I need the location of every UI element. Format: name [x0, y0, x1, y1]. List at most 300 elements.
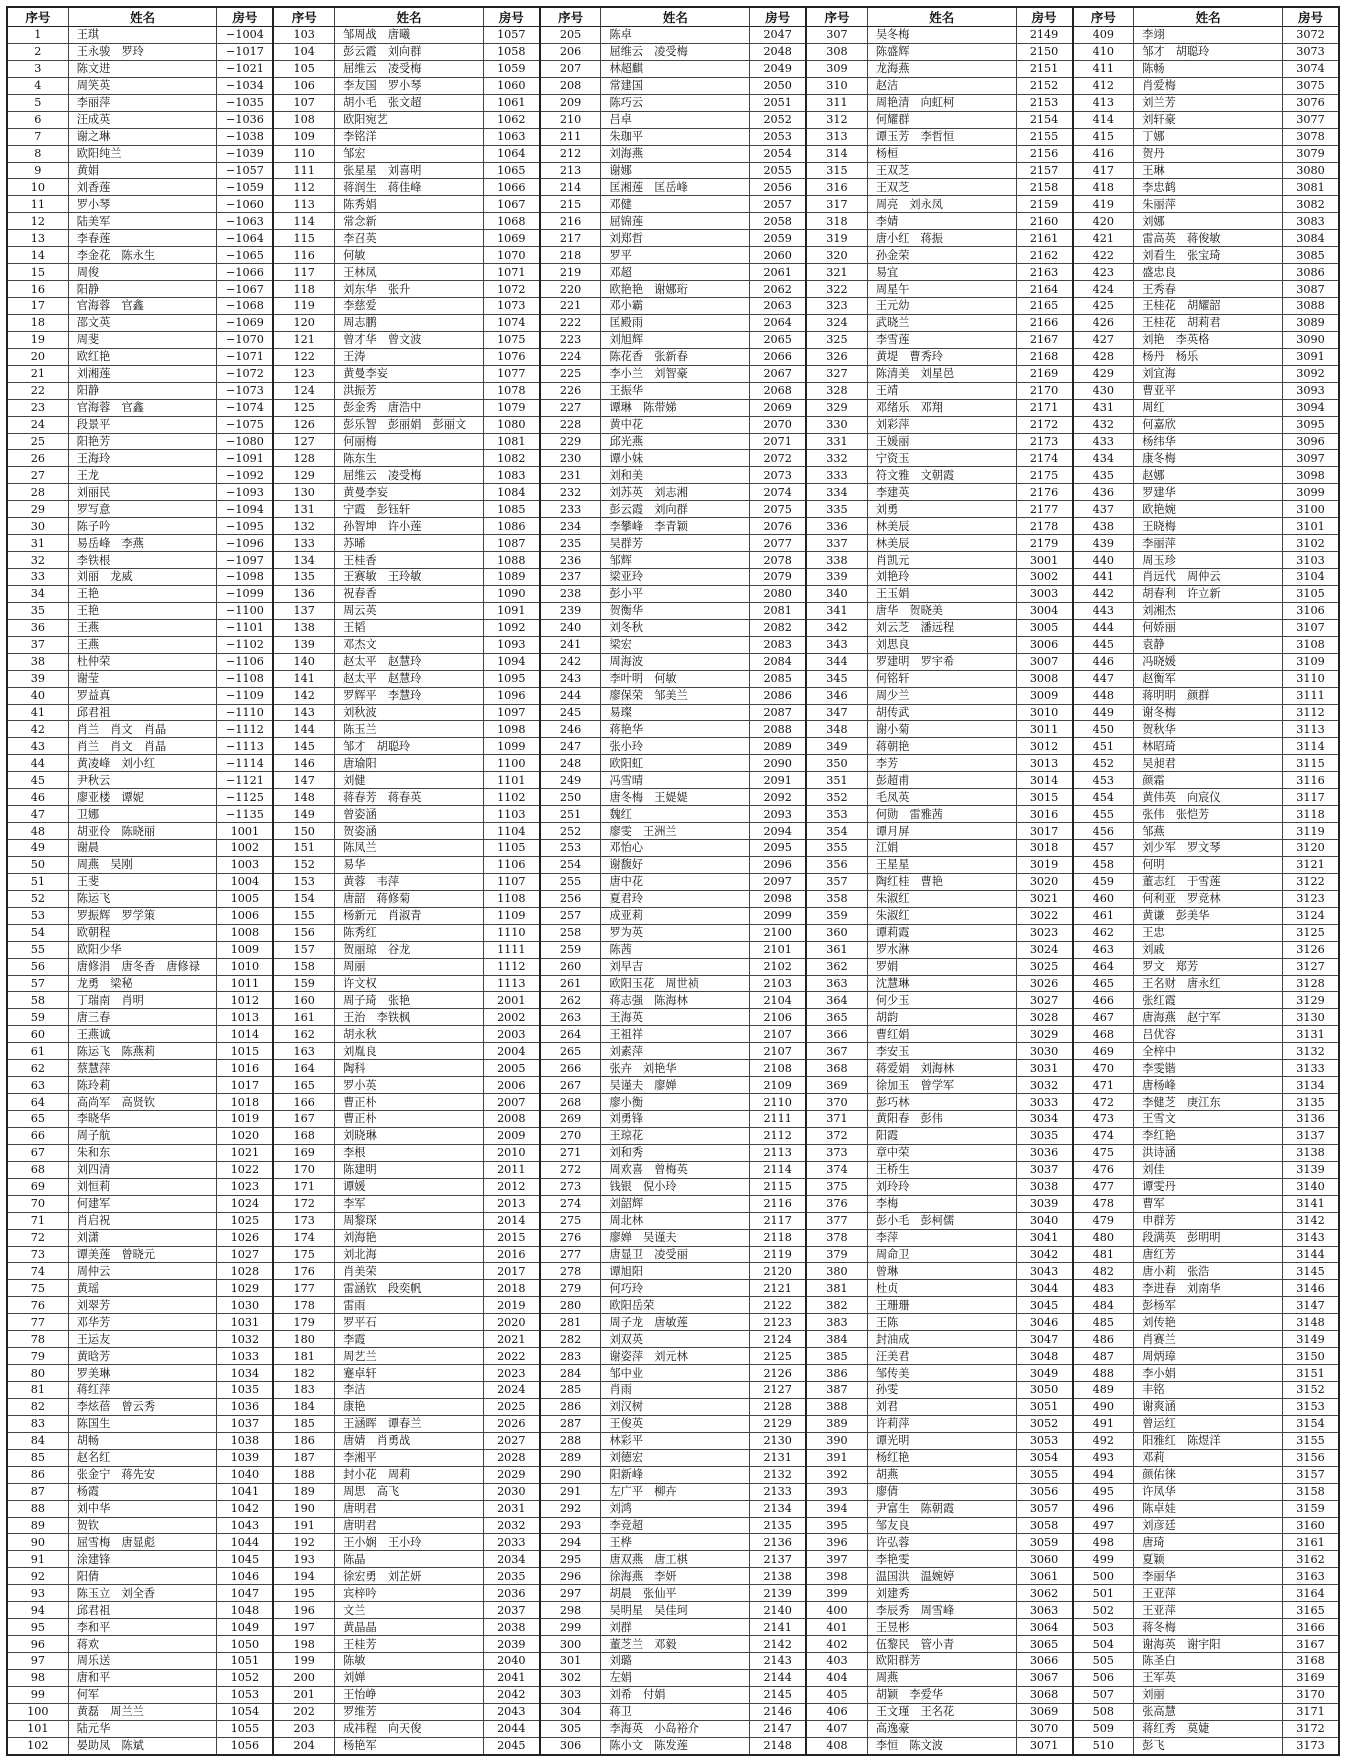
name-cell: 欧阳群芳	[867, 1653, 1016, 1670]
name-cell: 王小娴 王小玲	[335, 1534, 484, 1551]
seq-cell: 245	[540, 704, 601, 721]
seq-cell: 209	[540, 94, 601, 111]
name-cell: 罗小英	[335, 1077, 484, 1094]
seq-cell: 277	[540, 1246, 601, 1263]
name-cell: 颜霜	[1134, 772, 1283, 789]
room-cell: −1066	[217, 264, 273, 281]
seq-cell: 342	[806, 619, 867, 636]
room-cell: 2078	[750, 552, 806, 569]
seq-cell: 362	[806, 958, 867, 975]
room-cell: 2047	[750, 27, 806, 44]
name-cell: 周炳璋	[1134, 1348, 1283, 1365]
table-row	[7, 890, 1339, 907]
seq-cell: 508	[1073, 1703, 1134, 1720]
name-cell: 周子琦 张艳	[335, 992, 484, 1009]
name-cell: 常念新	[335, 213, 484, 230]
room-cell: 1053	[217, 1686, 273, 1703]
room-cell: 3047	[1016, 1331, 1072, 1348]
name-cell: 曾运红	[1134, 1415, 1283, 1432]
name-cell: 龙海燕	[867, 60, 1016, 77]
room-cell: 2139	[750, 1585, 806, 1602]
seq-cell: 497	[1073, 1517, 1134, 1534]
room-cell: −1063	[217, 213, 273, 230]
seq-cell: 351	[806, 772, 867, 789]
room-cell: 2010	[483, 1144, 539, 1161]
seq-cell: 48	[7, 823, 68, 840]
name-cell: 屈锦莲	[601, 213, 750, 230]
name-cell: 贺丽琼 谷龙	[335, 941, 484, 958]
name-cell: 吕优容	[1134, 1026, 1283, 1043]
seq-cell: 326	[806, 348, 867, 365]
room-cell: −1135	[217, 806, 273, 823]
name-cell: 左广平 柳卉	[601, 1483, 750, 1500]
name-cell: 邓华芳	[68, 1314, 217, 1331]
seq-cell: 70	[7, 1195, 68, 1212]
header-room: 房号	[750, 7, 806, 27]
table-row	[7, 535, 1339, 552]
seq-cell: 338	[806, 552, 867, 569]
seq-cell: 90	[7, 1534, 68, 1551]
room-cell: 3095	[1282, 416, 1339, 433]
room-cell: 3144	[1282, 1246, 1339, 1263]
seq-cell: 60	[7, 1026, 68, 1043]
room-cell: 2068	[750, 382, 806, 399]
room-cell: 2156	[1016, 145, 1072, 162]
room-cell: 3122	[1282, 873, 1339, 890]
name-cell: 周北林	[601, 1212, 750, 1229]
table-row	[7, 1111, 1339, 1128]
table-row	[7, 1585, 1339, 1602]
seq-cell: 200	[273, 1669, 334, 1686]
seq-cell: 216	[540, 213, 601, 230]
room-cell: 1090	[483, 585, 539, 602]
seq-cell: 117	[273, 264, 334, 281]
seq-cell: 437	[1073, 501, 1134, 518]
name-cell: 陈巧云	[601, 94, 750, 111]
seq-cell: 304	[540, 1703, 601, 1720]
room-cell: 3068	[1016, 1686, 1072, 1703]
room-cell: 2030	[483, 1483, 539, 1500]
seq-cell: 279	[540, 1280, 601, 1297]
room-cell: 2144	[750, 1669, 806, 1686]
seq-cell: 155	[273, 907, 334, 924]
seq-cell: 230	[540, 450, 601, 467]
name-cell: 杨纬华	[1134, 433, 1283, 450]
room-cell: 2100	[750, 924, 806, 941]
seq-cell: 414	[1073, 111, 1134, 128]
name-cell: 欧阳虹	[601, 755, 750, 772]
room-cell: 3038	[1016, 1178, 1072, 1195]
name-cell: 宁霞 彭钰轩	[335, 501, 484, 518]
seq-cell: 251	[540, 806, 601, 823]
seq-cell: 239	[540, 602, 601, 619]
name-cell: 胡颖 李爱华	[867, 1686, 1016, 1703]
name-cell: 王祖祥	[601, 1026, 750, 1043]
room-cell: 2085	[750, 670, 806, 687]
name-cell: 谢莹	[68, 670, 217, 687]
name-cell: 唐海燕 赵宁军	[1134, 1009, 1283, 1026]
seq-cell: 61	[7, 1043, 68, 1060]
room-cell: −1064	[217, 230, 273, 247]
room-cell: 2107	[750, 1043, 806, 1060]
name-cell: 李铁根	[68, 552, 217, 569]
room-cell: 3159	[1282, 1500, 1339, 1517]
name-cell: 刘郑哲	[601, 230, 750, 247]
name-cell: 贺衡华	[601, 602, 750, 619]
room-cell: 1061	[483, 94, 539, 111]
seq-cell: 315	[806, 162, 867, 179]
seq-cell: 116	[273, 247, 334, 264]
room-cell: 1058	[483, 43, 539, 60]
name-cell: 彭乐智 彭丽娟 彭丽文	[335, 416, 484, 433]
room-cell: 1071	[483, 264, 539, 281]
room-cell: 1066	[483, 179, 539, 196]
room-cell: 2128	[750, 1398, 806, 1415]
seq-cell: 232	[540, 484, 601, 501]
room-cell: 3079	[1282, 145, 1339, 162]
name-cell: 彭杨军	[1134, 1297, 1283, 1314]
room-cell: 3157	[1282, 1466, 1339, 1483]
seq-cell: 34	[7, 585, 68, 602]
seq-cell: 175	[273, 1246, 334, 1263]
name-cell: 廖小衡	[601, 1094, 750, 1111]
room-cell: 3147	[1282, 1297, 1339, 1314]
table-row	[7, 162, 1339, 179]
seq-cell: 190	[273, 1500, 334, 1517]
room-cell: 2067	[750, 365, 806, 382]
room-cell: 2164	[1016, 281, 1072, 298]
name-cell: 周亮 刘永凤	[867, 196, 1016, 213]
name-cell: 曹军	[1134, 1195, 1283, 1212]
seq-cell: 79	[7, 1348, 68, 1365]
room-cell: 1010	[217, 958, 273, 975]
table-row	[7, 1602, 1339, 1619]
room-cell: 2058	[750, 213, 806, 230]
seq-cell: 115	[273, 230, 334, 247]
room-cell: 3036	[1016, 1144, 1072, 1161]
seq-cell: 350	[806, 755, 867, 772]
seq-cell: 265	[540, 1043, 601, 1060]
name-cell: 杜贞	[867, 1280, 1016, 1297]
room-cell: −1099	[217, 585, 273, 602]
seq-cell: 363	[806, 975, 867, 992]
name-cell: 何少玉	[867, 992, 1016, 1009]
seq-cell: 401	[806, 1619, 867, 1636]
room-cell: 3107	[1282, 619, 1339, 636]
seq-cell: 67	[7, 1144, 68, 1161]
seq-cell: 267	[540, 1077, 601, 1094]
seq-cell: 477	[1073, 1178, 1134, 1195]
table-row	[7, 196, 1339, 213]
room-cell: 2151	[1016, 60, 1072, 77]
seq-cell: 225	[540, 365, 601, 382]
room-cell: 1039	[217, 1449, 273, 1466]
name-cell: 黄堤 曹秀玲	[867, 348, 1016, 365]
name-cell: 章中荣	[867, 1144, 1016, 1161]
name-cell: 朱淑红	[867, 890, 1016, 907]
seq-cell: 234	[540, 518, 601, 535]
seq-cell: 10	[7, 179, 68, 196]
room-cell: 2118	[750, 1229, 806, 1246]
name-cell: 罗辉平 李慧玲	[335, 687, 484, 704]
room-cell: 3104	[1282, 569, 1339, 586]
table-row	[7, 298, 1339, 315]
name-cell: 周笑英	[68, 77, 217, 94]
seq-cell: 316	[806, 179, 867, 196]
name-cell: 刘湘莲	[68, 365, 217, 382]
seq-cell: 358	[806, 890, 867, 907]
name-cell: 胡亚伶 陈晓丽	[68, 823, 217, 840]
name-cell: 谭月屏	[867, 823, 1016, 840]
room-cell: 1112	[483, 958, 539, 975]
room-cell: 1056	[217, 1737, 273, 1754]
name-cell: 王斐	[68, 873, 217, 890]
table-row	[7, 145, 1339, 162]
seq-cell: 494	[1073, 1466, 1134, 1483]
name-cell: 李晓华	[68, 1111, 217, 1128]
seq-cell: 441	[1073, 569, 1134, 586]
seq-cell: 376	[806, 1195, 867, 1212]
seq-cell: 336	[806, 518, 867, 535]
table-row	[7, 670, 1339, 687]
seq-cell: 252	[540, 823, 601, 840]
room-cell: 3052	[1016, 1415, 1072, 1432]
seq-cell: 165	[273, 1077, 334, 1094]
seq-cell: 462	[1073, 924, 1134, 941]
room-cell: 2157	[1016, 162, 1072, 179]
seq-cell: 240	[540, 619, 601, 636]
room-cell: 2109	[750, 1077, 806, 1094]
seq-cell: 129	[273, 467, 334, 484]
seq-cell: 172	[273, 1195, 334, 1212]
seq-cell: 176	[273, 1263, 334, 1280]
room-cell: 3140	[1282, 1178, 1339, 1195]
room-cell: 3146	[1282, 1280, 1339, 1297]
name-cell: 刘云芝 潘远程	[867, 619, 1016, 636]
room-cell: 3092	[1282, 365, 1339, 382]
seq-cell: 185	[273, 1415, 334, 1432]
name-cell: 杨新元 肖淑青	[335, 907, 484, 924]
name-cell: 廖亚楼 谭妮	[68, 789, 217, 806]
seq-cell: 359	[806, 907, 867, 924]
name-cell: 李攀峰 李青颖	[601, 518, 750, 535]
seq-cell: 91	[7, 1551, 68, 1568]
roster-body	[7, 27, 1339, 1755]
name-cell: 曾琳	[867, 1263, 1016, 1280]
table-row	[7, 111, 1339, 128]
room-cell: 1004	[217, 873, 273, 890]
seq-cell: 254	[540, 856, 601, 873]
seq-cell: 433	[1073, 433, 1134, 450]
room-cell: 2122	[750, 1297, 806, 1314]
table-row	[7, 1348, 1339, 1365]
name-cell: 朱和东	[68, 1144, 217, 1161]
name-cell: 欧艳艳 谢娜珩	[601, 281, 750, 298]
name-cell: 陈圣白	[1134, 1653, 1283, 1670]
seq-cell: 154	[273, 890, 334, 907]
seq-cell: 446	[1073, 653, 1134, 670]
name-cell: 谢晨	[68, 840, 217, 857]
room-cell: −1059	[217, 179, 273, 196]
name-cell: 邓超	[601, 264, 750, 281]
room-cell: 1051	[217, 1653, 273, 1670]
room-cell: 1006	[217, 907, 273, 924]
name-cell: 罗娟	[867, 958, 1016, 975]
seq-cell: 369	[806, 1077, 867, 1094]
name-cell: 王艳	[68, 602, 217, 619]
seq-cell: 438	[1073, 518, 1134, 535]
seq-cell: 32	[7, 552, 68, 569]
name-cell: 封油成	[867, 1331, 1016, 1348]
room-cell: 2079	[750, 569, 806, 586]
room-cell: 1035	[217, 1382, 273, 1399]
name-cell: 肖远代 周仲云	[1134, 569, 1283, 586]
name-cell: 王桂芳	[335, 1636, 484, 1653]
name-cell: 王亚萍	[1134, 1585, 1283, 1602]
seq-cell: 86	[7, 1466, 68, 1483]
name-cell: 魏红	[601, 806, 750, 823]
seq-cell: 395	[806, 1517, 867, 1534]
name-cell: 李芳	[867, 755, 1016, 772]
room-cell: 2126	[750, 1365, 806, 1382]
seq-cell: 28	[7, 484, 68, 501]
name-cell: 李友国 罗小琴	[335, 77, 484, 94]
seq-cell: 105	[273, 60, 334, 77]
seq-cell: 226	[540, 382, 601, 399]
name-cell: 李进春 刘南华	[1134, 1280, 1283, 1297]
room-cell: 3002	[1016, 569, 1072, 586]
name-cell: 江娟	[867, 840, 1016, 857]
header-name: 姓名	[68, 7, 217, 27]
name-cell: 王海英	[601, 1009, 750, 1026]
room-cell: 3142	[1282, 1212, 1339, 1229]
seq-cell: 136	[273, 585, 334, 602]
seq-cell: 382	[806, 1297, 867, 1314]
seq-cell: 8	[7, 145, 68, 162]
seq-cell: 97	[7, 1653, 68, 1670]
table-row	[7, 27, 1339, 44]
room-cell: −1068	[217, 298, 273, 315]
room-cell: 3086	[1282, 264, 1339, 281]
name-cell: 周黎琛	[335, 1212, 484, 1229]
room-cell: 3108	[1282, 636, 1339, 653]
seq-cell: 231	[540, 467, 601, 484]
seq-cell: 415	[1073, 128, 1134, 145]
name-cell: 王韬	[335, 619, 484, 636]
name-cell: 肖兰 肖文 肖晶	[68, 738, 217, 755]
room-cell: 1041	[217, 1483, 273, 1500]
room-cell: 1092	[483, 619, 539, 636]
name-cell: 周欢喜 曾梅英	[601, 1161, 750, 1178]
seq-cell: 261	[540, 975, 601, 992]
seq-cell: 110	[273, 145, 334, 162]
seq-cell: 479	[1073, 1212, 1134, 1229]
name-cell: 丰铭	[1134, 1382, 1283, 1399]
name-cell: 王桦	[601, 1534, 750, 1551]
name-cell: 洪振芳	[335, 382, 484, 399]
name-cell: 唐琦	[1134, 1534, 1283, 1551]
room-cell: 1031	[217, 1314, 273, 1331]
table-row	[7, 653, 1339, 670]
name-cell: 曹正朴	[335, 1111, 484, 1128]
room-cell: 2071	[750, 433, 806, 450]
name-cell: 刘勇	[867, 501, 1016, 518]
name-cell: 刘早吉	[601, 958, 750, 975]
name-cell: 孙金荣	[867, 247, 1016, 264]
name-cell: 欧艳婉	[1134, 501, 1283, 518]
table-row	[7, 416, 1339, 433]
name-cell: 欧阳少华	[68, 941, 217, 958]
seq-cell: 504	[1073, 1636, 1134, 1653]
table-row	[7, 636, 1339, 653]
seq-cell: 201	[273, 1686, 334, 1703]
seq-cell: 169	[273, 1144, 334, 1161]
room-cell: 2104	[750, 992, 806, 1009]
name-cell: 伍黎民 管小青	[867, 1636, 1016, 1653]
room-cell: 2053	[750, 128, 806, 145]
room-cell: 3148	[1282, 1314, 1339, 1331]
name-cell: 王赛敏 王玲敏	[335, 569, 484, 586]
room-cell: 3154	[1282, 1415, 1339, 1432]
seq-cell: 27	[7, 467, 68, 484]
seq-cell: 191	[273, 1517, 334, 1534]
name-cell: 黄蓉 韦萍	[335, 873, 484, 890]
seq-cell: 449	[1073, 704, 1134, 721]
table-row	[7, 1382, 1339, 1399]
room-cell: 2004	[483, 1043, 539, 1060]
table-row	[7, 331, 1339, 348]
seq-cell: 301	[540, 1653, 601, 1670]
room-cell: 2101	[750, 941, 806, 958]
room-cell: 1060	[483, 77, 539, 94]
seq-cell: 152	[273, 856, 334, 873]
table-row	[7, 1449, 1339, 1466]
room-cell: 2174	[1016, 450, 1072, 467]
name-cell: 宁资玉	[867, 450, 1016, 467]
name-cell: 陈晶	[335, 1551, 484, 1568]
seq-cell: 368	[806, 1060, 867, 1077]
seq-cell: 387	[806, 1382, 867, 1399]
name-cell: 李铭洋	[335, 128, 484, 145]
name-cell: 唐瑜阳	[335, 755, 484, 772]
name-cell: 周红	[1134, 399, 1283, 416]
seq-cell: 264	[540, 1026, 601, 1043]
room-cell: 1072	[483, 281, 539, 298]
name-cell: 邹宏	[335, 145, 484, 162]
name-cell: 陈畅	[1134, 60, 1283, 77]
room-cell: 3106	[1282, 602, 1339, 619]
seq-cell: 98	[7, 1669, 68, 1686]
name-cell: 刘君	[867, 1398, 1016, 1415]
name-cell: 王燕诚	[68, 1026, 217, 1043]
room-cell: 3018	[1016, 840, 1072, 857]
room-cell: 2023	[483, 1365, 539, 1382]
name-cell: 罗平	[601, 247, 750, 264]
room-cell: 2006	[483, 1077, 539, 1094]
name-cell: 彭云霞 刘向群	[335, 43, 484, 60]
name-cell: 谢娜	[601, 162, 750, 179]
name-cell: 蒋春芳 蒋春英	[335, 789, 484, 806]
name-cell: 刘素萍	[601, 1043, 750, 1060]
header-seq: 序号	[273, 7, 334, 27]
seq-cell: 147	[273, 772, 334, 789]
seq-cell: 352	[806, 789, 867, 806]
name-cell: 邹周战 唐曦	[335, 27, 484, 44]
room-cell: 2145	[750, 1686, 806, 1703]
name-cell: 尹富生 陈朝霞	[867, 1500, 1016, 1517]
name-cell: 刘艳 李英格	[1134, 331, 1283, 348]
seq-cell: 171	[273, 1178, 334, 1195]
